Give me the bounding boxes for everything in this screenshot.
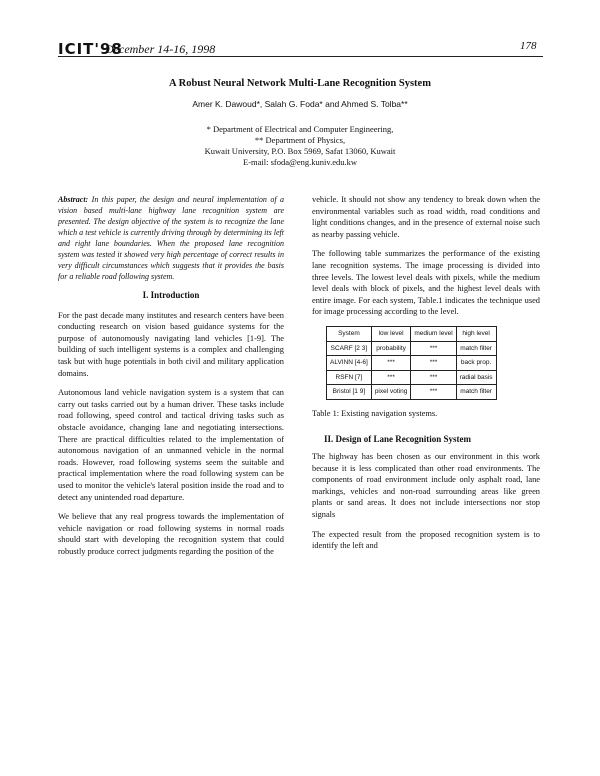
paper-title: A Robust Neural Network Multi-Lane Recognition System	[169, 78, 431, 89]
page-number: 178	[520, 40, 537, 52]
table-cell: match filter	[456, 341, 496, 356]
email-line: E-mail: sfoda@eng.kuniv.edu.kw	[243, 157, 357, 167]
table-cell: ***	[411, 356, 456, 371]
table-cell: radial basis	[456, 370, 496, 385]
table-cell: ***	[411, 341, 456, 356]
table-cell: RSFN [7]	[327, 370, 372, 385]
abstract	[58, 194, 284, 282]
author-list: Amer K. Dawoud*, Salah G. Foda* and Ahmed S. Tolba**	[192, 99, 408, 109]
table-header-cell: high level	[456, 326, 496, 341]
table-header-cell: low level	[371, 326, 411, 341]
header-rule	[58, 56, 543, 57]
table-row	[327, 341, 497, 356]
table-cell: SCARF [2 3]	[327, 341, 372, 356]
affiliation-line: Kuwait University, P.O. Box 5969, Safat 13060, Kuwait	[204, 146, 396, 156]
conference-logo: ICIT'98	[58, 40, 123, 58]
table-cell: ***	[371, 370, 411, 385]
right-column	[312, 194, 540, 560]
table-cell: ***	[371, 356, 411, 371]
table-caption: Table 1: Existing navigation systems.	[312, 408, 438, 418]
table-row	[327, 370, 497, 385]
paragraph: The following table summarizes the performance of the existing lane recognition systems. The image processing is divided into three levels. The lowest level deals with pixels, while the medium level deals with block of pixels, and the highest level deals with entire image. For each system, Table.1 indicates the technique used for image processing according to the level.	[312, 249, 540, 317]
table-cell: match filter	[456, 385, 496, 400]
navigation-systems-table	[326, 326, 497, 400]
table-cell: ALVINN [4-6]	[327, 356, 372, 371]
table-cell: probability	[371, 341, 411, 356]
affiliation-line: ** Department of Physics,	[254, 135, 346, 145]
table-row	[327, 385, 497, 400]
table-cell: ***	[411, 385, 456, 400]
table-cell: pixel voting	[371, 385, 411, 400]
section-heading-design: II. Design of Lane Recognition System	[324, 433, 472, 444]
affiliation-block	[0, 124, 600, 168]
paragraph: For the past decade many institutes and research centers have been conducting research on vision based guidance systems for the purpose of autonomously navigating land vehicles [1-9]. The building of such intelligent systems is a complex and challenging task but with huge potentials in both civil and military application domains.	[58, 310, 284, 378]
abstract-text: In this paper, the design and neural implementation of a vision based multi-lane highway lane recognition system are presented. The design objective of the system is to recognize the lane which a test vehicle is currently driving through by determining its left and right lane boundaries. When the proposed lane recognition system was tested it showed very high percentage of correct results in very difficult circumstances which suggests that it provides the basis for a reliable road following system.	[58, 195, 284, 281]
table-header-cell: System	[327, 326, 372, 341]
left-column	[58, 194, 284, 565]
conference-date: December 14-16, 1998	[105, 42, 216, 56]
table-header-row	[327, 326, 497, 341]
table-cell: Bristol [1 9]	[327, 385, 372, 400]
paragraph: vehicle. It should not show any tendency to break down when the environmental variables such as road width, road conditions and light conditions changes, and in the presence of external noise such as nearby passing vehicle.	[312, 195, 540, 239]
paragraph: The expected result from the proposed recognition system is to identify the left and	[312, 529, 540, 551]
section-heading-introduction: I. Introduction	[142, 290, 200, 300]
table-cell: ***	[411, 370, 456, 385]
table-header-cell: medium level	[411, 326, 456, 341]
table-cell: back prop.	[456, 356, 496, 371]
affiliation-line: * Department of Electrical and Computer Engineering,	[206, 124, 394, 134]
table-row	[327, 356, 497, 371]
paragraph: We believe that any real progress towards the implementation of vehicle navigation or road following systems in normal roads should start with developing the recognition system that could robustly produce correct judgments regarding the position of the	[58, 512, 284, 556]
abstract-label: Abstract:	[58, 195, 89, 204]
paragraph: Autonomous land vehicle navigation system is a system that can carry out tasks carried out by a human driver. These tasks include road following, speed control and tactical driving tasks such as obstacle avoidance, changing lane and negotiating intersections. There are practical difficulties related to the implementation of autonomous navigation of an unmanned vehicle in the normal roads. However, road following systems seem the suitable and practical implementation where the road following system can be used to monitor the vehicle's lateral position inside the road and to detect any unintended road departure.	[58, 388, 284, 502]
paragraph: The highway has been chosen as our environment in this work because it is less complicated than other road environments. The components of road environment include only asphalt road, lane markings, vehicles and non-road surrounding areas like green plants or sand areas. It does not include intersections nor stop signals	[312, 452, 540, 520]
